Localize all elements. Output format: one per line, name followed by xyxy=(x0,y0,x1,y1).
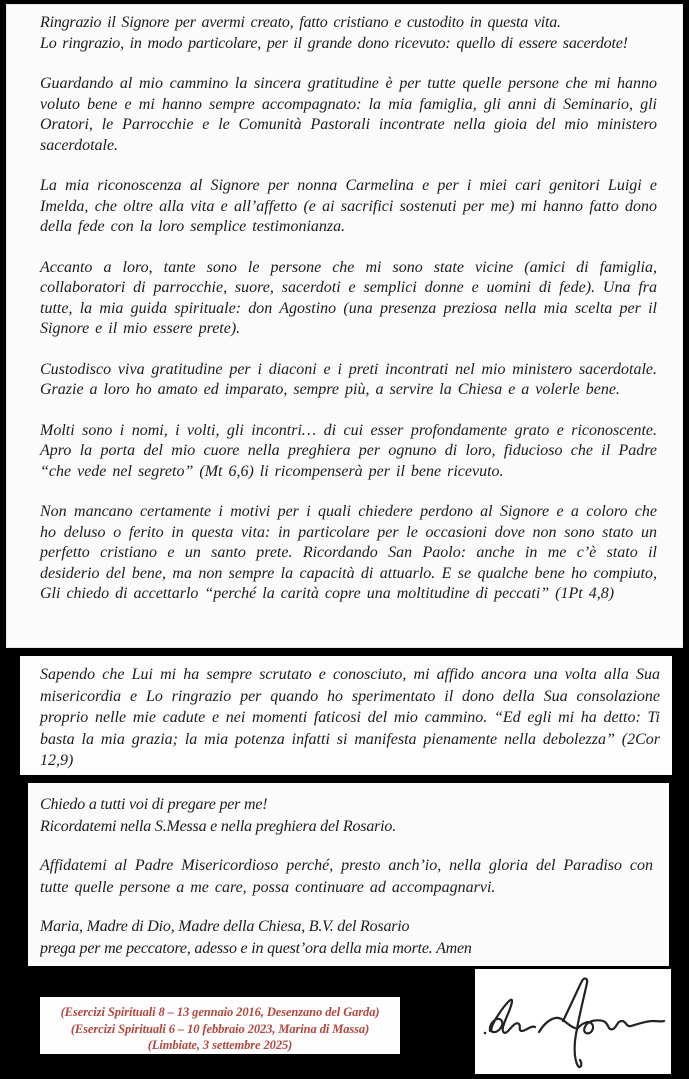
handwritten-signature xyxy=(475,969,671,1074)
paragraph-thanksgiving xyxy=(40,13,657,54)
paragraph-entrustment: Affidatemi al Padre Misericordioso perché, presto anch’io, nella gloria del Paradiso con tutte quelle persone a me care, possa continuare ad accompagnarvi. xyxy=(40,857,653,896)
retreat-dates-box xyxy=(40,997,400,1054)
retreat-date-line: (Esercizi Spirituali 8 – 13 gennaio 2016, Desenzano del Garda) xyxy=(60,1005,380,1019)
paragraph-mercy: Sapendo che Lui mi ha sempre scrutato e conosciuto, mi affido ancora una volta alla Sua misericordia e Lo ringrazio per quando ho sperimentato il dono della Sua consolazione proprio nelle mie cadute e nei momenti faticosi del mio cammino. “Ed egli mi ha detto: Ti basta la mia grazia; la mia potenza infatti si manifesta pienamente nella debolezza” (2Cor 12,9) xyxy=(40,666,660,769)
paragraph-gratitude-people: Guardando al mio cammino la sincera gratitudine è per tutte quelle persone che mi hanno voluto bene e mi hanno sempre accompagnato: la mia famiglia, gli anni di Seminario, gli Oratori, le Parrocchie e le Comunità Pastorali incontrate nella gioia del mio ministero sacerdotale. xyxy=(40,75,657,154)
text-line: Lo ringrazio, in modo particolare, per il grande dono ricevuto: quello di essere sacerdote! xyxy=(40,34,628,52)
gratitude-section xyxy=(6,4,683,648)
text-line: Ricordatemi nella S.Messa e nella preghiera del Rosario. xyxy=(40,817,396,835)
mercy-quote-box xyxy=(20,656,672,775)
signature-box xyxy=(475,969,671,1074)
paragraph-names-faces: Molti sono i nomi, i volti, gli incontri… di cui esser profondamente grato e riconoscente. Apro la porta del mio cuore nella preghiera per ognuno di loro, fiducioso che il Padre “che vede nel segreto” (Mt 6,6) li ricompenserà per il bene ricevuto. xyxy=(40,421,657,480)
paragraph-pardon: Non mancano certamente i motivi per i quali chiedere perdono al Signore e a coloro che ho deluso o ferito in questa vita: in particolare per le occasioni dove non sono stato un perfetto cristiano e un santo prete. Ricordando San Paolo: anche in me c’è stato il desiderio del bene, ma non sempre la capacità di attuarlo. E se qualche bene ho compiuto, Gli chiedo di accettarlo “perché la carità copre una moltitudine di peccati” (1Pt 4,8) xyxy=(40,503,657,602)
text-line: Maria, Madre di Dio, Madre della Chiesa, B.V. del Rosario xyxy=(40,918,410,935)
retreat-date-line: (Limbiate, 3 settembre 2025) xyxy=(147,1038,293,1052)
retreat-date-line: (Esercizi Spirituali 6 – 10 febbraio 2023, Marina di Massa) xyxy=(70,1021,370,1036)
text-line: Ringrazio il Signore per avermi creato, fatto cristiano e custodito in questa vita. xyxy=(40,14,561,31)
prayer-request-section xyxy=(28,783,669,966)
text-line: Chiedo a tutti voi di pregare per me! xyxy=(40,796,268,813)
paragraph-companions: Accanto a loro, tante sono le persone che mi sono state vicine (amici di famiglia, collaboratori di parrocchie, suore, sacerdoti e semplici donne e uomini di fede). Una fra tutte, la mia guida spirituale: don Agostino (una presenza preziosa nella mia scelta per il Signore e il mio essere prete). xyxy=(40,258,657,337)
text-line: prega per me peccatore, adesso e in quest’ora della mia morte. Amen xyxy=(40,939,472,957)
paragraph-clergy: Custodisco viva gratitudine per i diaconi e i preti incontrati nel mio ministero sacerdotale. Grazie a loro ho amato ed imparato, sempre più, a servire la Chiesa e a volerle bene. xyxy=(40,360,657,398)
paragraph-family: La mia riconoscenza al Signore per nonna Carmelina e per i miei cari genitori Luigi e Imelda, che oltre alla vita e all’affetto (e ai sacrifici sostenuti per me) mi hanno fatto dono della fede con la loro semplice testimonianza. xyxy=(40,177,657,235)
